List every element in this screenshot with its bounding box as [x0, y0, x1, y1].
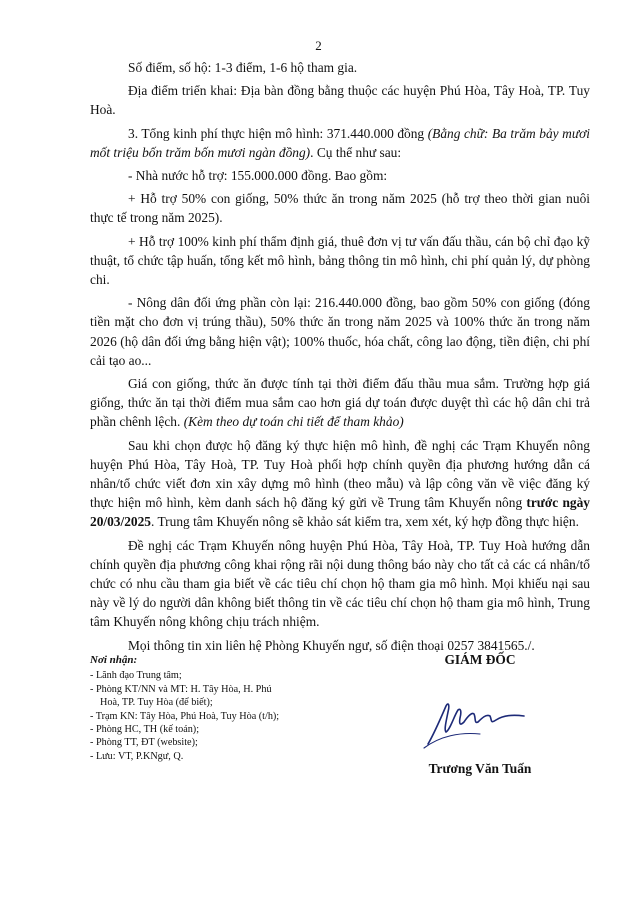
signature-image — [420, 686, 540, 756]
paragraph-location: Địa điểm triển khai: Địa bàn đồng bằng thuộc các huyện Phú Hòa, Tây Hoà, TP. Tuy Hoà. — [90, 83, 590, 118]
pricing-note: (Kèm theo dự toán chi tiết để tham khảo) — [183, 414, 404, 430]
paragraph-pricing — [90, 374, 590, 432]
recipient-item: - Lưu: VT, P.KNgư, Q. — [90, 750, 184, 762]
registration-text: Sau khi chọn được hộ đăng ký thực hiện mô hình, đề nghị các Trạm Khuyến nông huyện Phú Hòa, Tây Hoà, TP. Tuy Hoà phối hợp chính quyền địa phương hướng dẫn cá nhân/tổ chức viết đơn xin xây dựng mô hình (theo mẫu) và lập công văn về việc đăng ký thực hiện mô hình, kèm danh sách hộ đăng ký gửi về Trung tâm Khuyến nông — [90, 437, 590, 511]
registration-end: . Trung tâm Khuyến nông sẽ khảo sát kiểm tra, xem xét, ký hợp đồng thực hiện. — [151, 514, 579, 530]
paragraph-support-costs: + Hỗ trợ 100% kinh phí thẩm định giá, thuê đơn vị tư vấn đấu thầu, cán bộ chỉ đạo kỹ thuật, tổ chức tập huấn, tổng kết mô hình, bảng thông tin mô hình, chi phí quản lý, dự phòng chi. — [90, 233, 590, 288]
recipient-item: - Phòng KT/NN và MT: H. Tây Hòa, H. Phú — [90, 683, 272, 695]
signer-title: GIÁM ĐỐC — [444, 652, 516, 667]
recipient-item: Hoà, TP. Tuy Hòa (để biết); — [100, 697, 213, 709]
page-number: 2 — [315, 38, 322, 53]
paragraph-total-budget — [90, 124, 590, 162]
document-body — [90, 58, 590, 659]
paragraph-farmer-contribution: - Nông dân đối ứng phần còn lại: 216.440.000 đồng, bao gồm 50% con giống (đóng tiền mặt cho đơn vị trúng thầu), 50% thức ăn trong năm 2025 và 100% thức ăn trong năm 2026 (hộ dân đối ứng bằng hiện vật); 100% thuốc, hóa chất, công lao động, tiền điện, chi phí cải tạo ao... — [90, 295, 590, 368]
paragraph-households: Số điểm, số hộ: 1-3 điểm, 1-6 hộ tham gia. — [128, 60, 358, 75]
budget-in-words: (Bằng chữ: Ba trăm bảy mươi mốt triệu bốn trăm bốn mươi ngàn đồng) — [90, 125, 590, 160]
paragraph-contact: Mọi thông tin xin liên hệ Phòng Khuyến ngư, số điện thoại 0257 3841565./. — [128, 637, 535, 653]
registration-deadline: trước ngày 20/03/2025 — [90, 495, 590, 530]
paragraph-registration — [90, 436, 590, 532]
signer-name: Trương Văn Tuấn — [428, 761, 532, 776]
signer-block — [380, 652, 580, 777]
recipient-item: - Trạm KN: Tây Hòa, Phú Hoà, Tuy Hòa (t/h); — [90, 710, 280, 722]
paragraph-state-support: - Nhà nước hỗ trợ: 155.000.000 đồng. Bao gồm: — [128, 168, 388, 184]
pricing-text: Giá con giống, thức ăn được tính tại thời điểm đấu thầu mua sắm. Trường hợp giá giống, thức ăn tại thời điểm mua sắm cao hơn giá dự toán được duyệt thì các hộ dân chi trả phần chênh lệch. — [90, 376, 590, 430]
paragraph-support-seed-feed: + Hỗ trợ 50% con giống, 50% thức ăn trong năm 2025 (hỗ trợ theo thời gian nuôi thực tế trong năm 2025). — [90, 191, 590, 226]
recipient-item: - Phòng TT, ĐT (website); — [90, 737, 198, 749]
budget-amount-text: 3. Tổng kinh phí thực hiện mô hình: 371.440.000 đồng — [128, 125, 428, 141]
recipients-title: Nơi nhận: — [90, 654, 138, 666]
recipient-item: - Phòng HC, TH (kế toán); — [90, 724, 200, 736]
recipients-block — [90, 654, 350, 763]
recipient-item: - Lãnh đạo Trung tâm; — [90, 670, 182, 682]
budget-detail-lead: . Cụ thể như sau: — [310, 144, 402, 160]
paragraph-publicity: Đề nghị các Trạm Khuyến nông huyện Phú Hòa, Tây Hoà, TP. Tuy Hoà hướng dẫn chính quyền địa phương công khai rộng rãi nội dung thông báo này cho tất cả các cá nhân/tổ chức có nhu cầu tham gia biết về các tiêu chí chọn hộ tham gia mô hình. Mọi khiếu nại sau này về lý do người dân không biết thông tin về các tiêu chí chọn hộ tham gia mô hình, Trung tâm Khuyến nông không chịu trách nhiệm. — [90, 537, 590, 630]
